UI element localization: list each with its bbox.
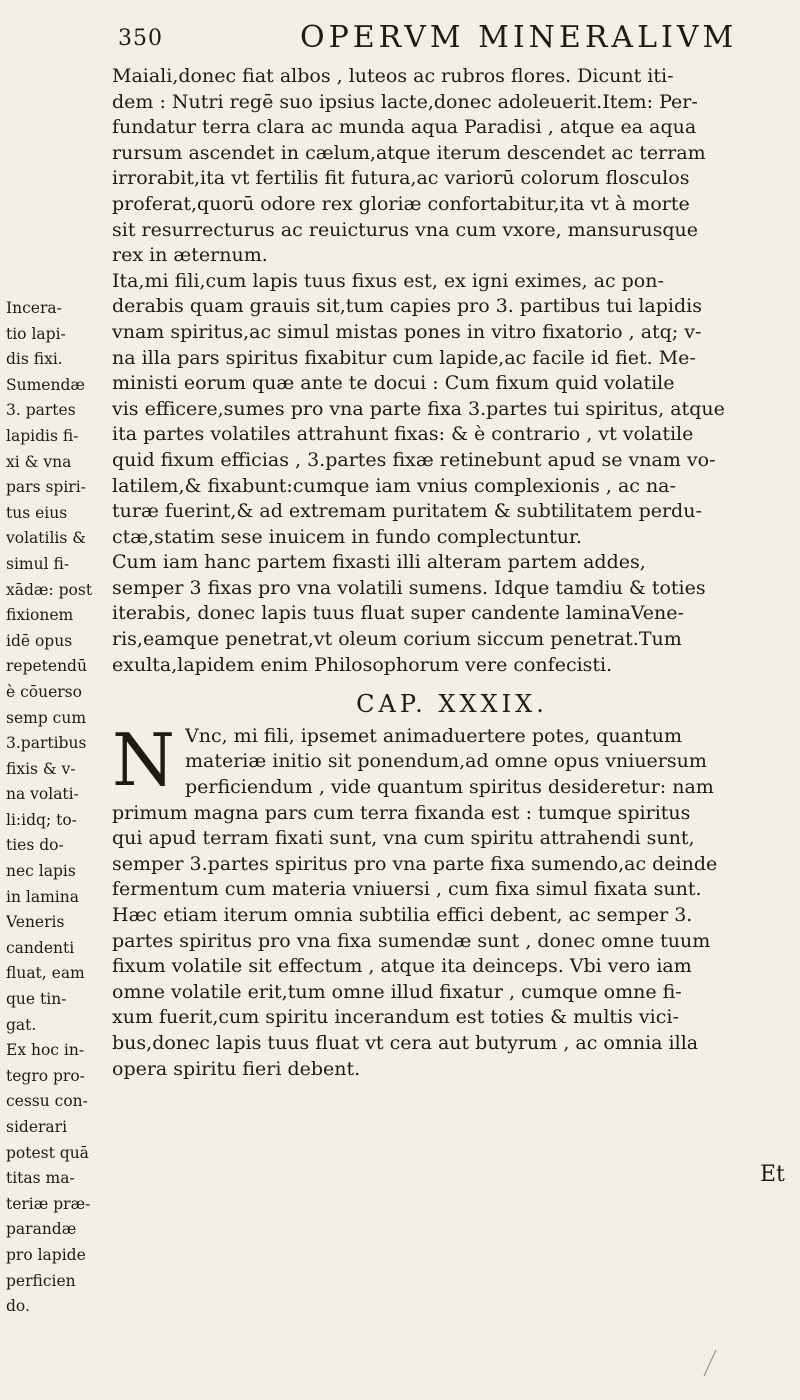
text-line: semper 3 fixas pro vna volatili sumens. Idque tamdiu & toties bbox=[112, 576, 706, 599]
text-line: Vnc, mi fili, ipsemet animaduertere potes, quantum bbox=[185, 724, 683, 747]
text-line: xum fuerit,cum spiritu incerandum est toties & multis vici- bbox=[112, 1006, 679, 1029]
margin-note-line: xādæ: post bbox=[6, 580, 93, 599]
text-line: latilem,& fixabunt:cumque iam vnius complexionis , ac na- bbox=[112, 474, 676, 497]
margin-note-line: Incera- bbox=[6, 299, 62, 317]
text-line: fermentum cum materia vniuersi , cum fixa simul fixata sunt. bbox=[112, 878, 702, 901]
margin-note-line: tus eius bbox=[6, 503, 68, 522]
text-line: semper 3.partes spiritus pro vna parte fixa sumendo,ac deinde bbox=[112, 852, 718, 875]
text-line: turæ fuerint,& ad extremam puritatem & subtilitatem perdu- bbox=[112, 500, 702, 523]
margin-note-line: cessu con- bbox=[6, 1092, 88, 1111]
text-line: Cum iam hanc partem fixasti illi alteram partem addes, bbox=[112, 551, 646, 574]
margin-note-line: siderari bbox=[6, 1118, 68, 1136]
margin-note-line: candenti bbox=[6, 938, 75, 957]
margin-note-line: volatilis & bbox=[6, 529, 87, 548]
text-line: ministi eorum quæ ante te docui : Cum fixum quid volatile bbox=[112, 372, 675, 395]
margin-note-line: do. bbox=[6, 1297, 30, 1316]
text-line: Ita,mi fili,cum lapis tuus fixus est, ex igni eximes, ac pon- bbox=[112, 269, 664, 292]
text-line: exulta,lapidem enim Philosophorum vere confecisti. bbox=[112, 653, 613, 676]
main-text bbox=[112, 64, 792, 1082]
text-line: vis efficere,sumes pro vna parte fixa 3.partes tui spiritus, atque bbox=[112, 397, 725, 420]
chapter-heading: CAP. XXXIX. bbox=[356, 690, 548, 719]
text-line: ris,eamque penetrat,vt oleum corium siccum penetrat.Tum bbox=[112, 628, 682, 651]
margin-note-line: titas ma- bbox=[6, 1169, 75, 1188]
text-line: bus,donec lapis tuus fluat vt cera aut butyrum , ac omnia illa bbox=[112, 1031, 699, 1054]
margin-note-line: tegro pro- bbox=[6, 1066, 85, 1085]
margin-note-line: Ex hoc in- bbox=[6, 1041, 85, 1060]
text-line: rursum ascendet in cælum,atque iterum descendet ac terram bbox=[112, 141, 706, 164]
page-number: 350 bbox=[118, 26, 163, 51]
margin-note-line: simul fi- bbox=[6, 554, 70, 573]
margin-note-line: potest quā bbox=[6, 1143, 89, 1162]
margin-note-line: semp cum bbox=[6, 708, 87, 727]
margin-note-line: dis fixi. bbox=[6, 350, 63, 369]
text-line: iterabis, donec lapis tuus fluat super candente laminaVene- bbox=[112, 602, 684, 625]
text-line: vnam spiritus,ac simul mistas pones in vitro fixatorio , atq; v- bbox=[112, 320, 702, 343]
text-line: irrorabit,ita vt fertilis fit futura,ac variorū colorum flosculos bbox=[112, 167, 690, 190]
margin-note-line: teriæ præ- bbox=[6, 1194, 91, 1213]
running-title: OPERVM MINERALIVM bbox=[300, 20, 738, 55]
text-line: perficiendum , vide quantum spiritus desideretur: nam bbox=[185, 776, 714, 799]
text-line: sit resurrecturus ac reuicturus vna cum vxore, mansurusque bbox=[112, 218, 698, 241]
margin-note-line: pro lapide bbox=[6, 1245, 86, 1264]
margin-note-line: idē opus bbox=[6, 631, 73, 650]
margin-note-line: nec lapis bbox=[6, 862, 76, 881]
margin-note-line: lapidis fi- bbox=[6, 426, 79, 445]
text-line: Hæc etiam iterum omnia subtilia effici debent, ac semper 3. bbox=[112, 904, 693, 926]
text-line: materiæ initio sit ponendum,ad omne opus vniuersum bbox=[185, 750, 707, 773]
margin-note-line: repetendū bbox=[6, 657, 87, 676]
margin-note-line: perficien bbox=[6, 1271, 76, 1290]
text-line: opera spiritu fieri debent. bbox=[112, 1057, 361, 1080]
margin-note-line: fixionem bbox=[6, 606, 74, 625]
dropcap-initial: N bbox=[112, 717, 175, 802]
margin-note-line: pars spiri- bbox=[6, 478, 86, 497]
margin-note-line: parandæ bbox=[6, 1220, 77, 1239]
margin-note-line: è cōuerso bbox=[6, 682, 82, 701]
margin-note-line: li:idq; to- bbox=[6, 810, 77, 829]
catchword: Et bbox=[760, 1162, 785, 1187]
text-line: omne volatile erit,tum omne illud fixatur , cumque omne fi- bbox=[112, 980, 682, 1003]
ink-mark bbox=[700, 1320, 720, 1380]
margin-note-line: in lamina bbox=[6, 887, 79, 906]
margin-note-line: 3. partes bbox=[6, 401, 76, 420]
margin-note-line: ties do- bbox=[6, 836, 64, 855]
margin-note-line: na volati- bbox=[6, 785, 79, 804]
text-line: primum magna pars cum terra fixanda est : tumque spiritus bbox=[112, 801, 691, 824]
margin-notes bbox=[6, 296, 106, 1320]
margin-note-line: 3.partibus bbox=[6, 734, 87, 753]
text-line: fundatur terra clara ac munda aqua Paradisi , atque ea aqua bbox=[112, 116, 697, 139]
text-line: dem : Nutri regē suo ipsius lacte,donec adoleuerit.Item: Per- bbox=[112, 90, 698, 113]
text-line: derabis quam grauis sit,tum capies pro 3. partibus tui lapidis bbox=[112, 295, 702, 318]
margin-note-line: fixis & v- bbox=[6, 759, 76, 778]
margin-note-line: tio lapi- bbox=[6, 324, 66, 343]
margin-note-line: Veneris bbox=[6, 913, 65, 932]
text-line: ita partes volatiles attrahunt fixas: & è contrario , vt volatile bbox=[112, 423, 694, 446]
paragraph-block-2 bbox=[112, 717, 792, 1082]
text-line: qui apud terram fixati sunt, vna cum spiritu attrahendi sunt, bbox=[112, 827, 695, 850]
text-line: rex in æternum. bbox=[112, 244, 268, 267]
text-line: quid fixum efficias , 3.partes fixæ retinebunt apud se vnam vo- bbox=[112, 448, 716, 471]
margin-note-line: xi & vna bbox=[6, 452, 72, 471]
margin-note-line: fluat, eam bbox=[6, 964, 85, 983]
text-line: proferat,quorū odore rex gloriæ confortabitur,ita vt à morte bbox=[112, 192, 690, 215]
text-line: na illa pars spiritus fixabitur cum lapide,ac facile id fiet. Me- bbox=[112, 346, 696, 369]
paragraph-block-1 bbox=[112, 64, 792, 678]
page-header bbox=[0, 18, 800, 58]
text-line: Maiali,donec fiat albos , luteos ac rubros flores. Dicunt iti- bbox=[112, 65, 674, 87]
text-line: fixum volatile sit effectum , atque ita deinceps. Vbi vero iam bbox=[112, 955, 692, 978]
text-line: partes spiritus pro vna fixa sumendæ sunt , donec omne tuum bbox=[112, 929, 711, 952]
margin-note-line: Sumendæ bbox=[6, 375, 85, 394]
text-line: ctæ,statim sese inuicem in fundo complectuntur. bbox=[112, 525, 582, 548]
margin-note-line: gat. bbox=[6, 1015, 37, 1034]
margin-note-line: que tin- bbox=[6, 990, 67, 1009]
